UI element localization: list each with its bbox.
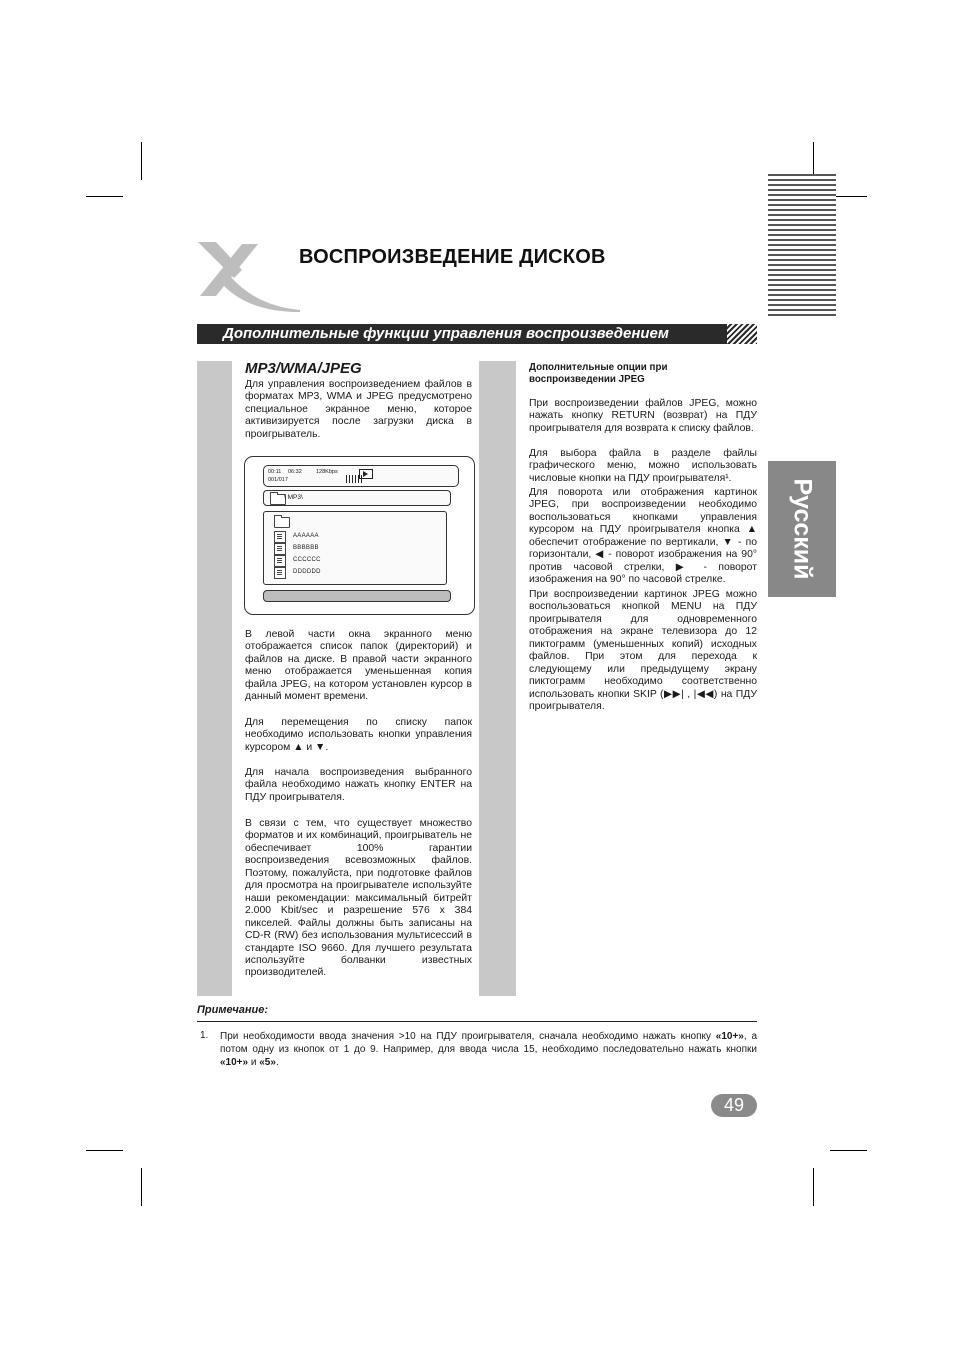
osd-total: 06:32 (288, 469, 302, 475)
page-number-badge (711, 1094, 757, 1117)
file-name: CCCCCC (293, 557, 321, 563)
file-name: AAAAAA (293, 533, 319, 539)
note-text-part: . (275, 1057, 279, 1068)
left-intro: Для управления воспроизведением файлов в форматах MP3, WMA и JPEG предусмотрено специальное экранное меню, которое активизируется после загрузки диска в проигрыватель. (245, 379, 472, 440)
right-paragraph-1: При воспроизведении файлов JPEG, можно нажать кнопку RETURN (возврат) на ПДУ проигрывателя для возврата к списку файлов. (529, 398, 757, 434)
osd-bitrate: 128Kbps (316, 469, 338, 475)
crop-mark (86, 196, 123, 197)
right-paragraph-2: Для выбора файла в разделе файлы графического меню, можно использовать числовые кнопки на ПДУ проигрывателя¹. (529, 448, 757, 484)
osd-track: 001/017 (268, 477, 288, 483)
brand-x-logo-icon (196, 240, 302, 312)
note-key: «10+» (715, 1031, 744, 1042)
file-icon (274, 531, 286, 543)
left-margin-bar (197, 361, 232, 996)
crop-mark (86, 1150, 123, 1151)
osd-file-list (263, 511, 447, 585)
osd-bottom-bar (263, 590, 451, 602)
note-heading: Примечание: (197, 1004, 269, 1016)
left-paragraph-3: Для начала воспроизведения выбранного файла необходимо нажать кнопку ENTER на ПДУ проигрывателя. (245, 767, 472, 803)
file-name: DDDDDD (293, 569, 321, 575)
osd-menu-illustration (244, 456, 475, 615)
file-icon (274, 543, 286, 555)
note-text (220, 1030, 757, 1069)
file-icon (274, 567, 286, 579)
language-tab-label: Русский (788, 478, 817, 580)
right-paragraph-3: Для поворота или отображения картинок JPEG, при воспроизведении необходимо воспользоваться кнопками управления курсором на ПДУ проигрывателя кнопка ▲ обеспечит отображение по вертикали, ▼ - по горизонтали, ◀ - поворот изображения на 90° против часовой стрелки, ▶ - поворот изображения на 90° по часовой стрелке. (529, 487, 757, 586)
left-paragraph-1: В левой части окна экранного меню отображается список папок (директорий) и файлов на диске. В правой части экранного меню отображается уменьшенная копия файла JPEG, на котором установлен курсор в данный момент времени. (245, 629, 472, 703)
play-icon (359, 469, 373, 479)
banner-hatch (727, 324, 757, 344)
left-paragraph-2: Для перемещения по списку папок необходимо использовать кнопки управления курсором ▲ и ▼. (245, 717, 472, 753)
right-paragraph-4: При воспроизведении картинок JPEG можно воспользоваться кнопкой MENU на ПДУ проигрывателя для одновременного отображения на экране телевизора до 12 пиктограмм (уменьшенных копий) исходных файлов. При этом для перехода к следующему или предыдущему экрану пиктограмм необходимо соответственно использовать кнопки SKIP (▶▶| , |◀◀) на ПДУ проигрывателя. (529, 589, 757, 713)
file-icon (274, 555, 286, 567)
osd-path: \ MP3\ (284, 494, 303, 501)
page-number: 49 (723, 1095, 745, 1115)
right-heading: Дополнительные опции при воспроизведении JPEG (529, 362, 668, 385)
left-heading: MP3/WMA/JPEG (245, 360, 362, 377)
middle-margin-bar (479, 361, 516, 996)
decorative-stripes (768, 174, 836, 316)
crop-mark (141, 142, 142, 180)
section-title: Дополнительные функции управления воспроизведением (223, 325, 669, 342)
note-key: «10+» (220, 1057, 249, 1068)
note-key: «5» (259, 1057, 276, 1068)
osd-elapsed: 00:11 (268, 469, 282, 475)
note-number: 1. (200, 1030, 209, 1041)
osd-status-bar (263, 465, 459, 487)
left-paragraph-4: В связи с тем, что существует множество форматов и их комбинаций, проигрыватель не обеспечивает 100% гарантии воспроизведения всевозможных файлов. Поэтому, пожалуйста, при подготовке файлов для просмотра на проигрывателе используйте наши рекомендации: максимальный битрейт 2.000 Kbit/sec и разрешение 576 x 384 пикселей. Файлы должны быть записаны на CD-R (RW) без использования мультисессий в стандарте ISO 9660. Для лучшего результата используйте болванки известных производителей. (245, 818, 472, 979)
crop-mark (141, 1168, 142, 1206)
section-banner (197, 324, 757, 344)
file-name: BBBBBB (293, 545, 319, 551)
crop-mark (830, 1150, 867, 1151)
note-text-part: , а потом одну из кнопок от 1 до 9. Например, для ввода числа 15, необходимо последовательно нажать кнопки (220, 1031, 758, 1055)
note-text-part: При необходимости ввода значения >10 на ПДУ проигрывателя, сначала необходимо нажать кнопку (220, 1031, 716, 1042)
crop-mark (813, 1168, 814, 1206)
osd-path-bar (263, 490, 451, 506)
note-text-part: и (248, 1057, 260, 1068)
page-title: ВОСПРОИЗВЕДЕНИЕ ДИСКОВ (299, 246, 606, 268)
language-tab (768, 461, 836, 597)
folder-icon (274, 517, 290, 528)
note-divider (197, 1021, 757, 1022)
